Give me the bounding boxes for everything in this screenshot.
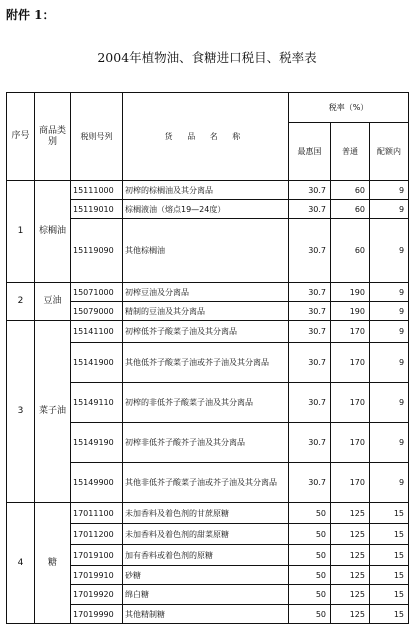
header-seq: 序号: [7, 93, 35, 181]
goods-name: 未加香料及着色剂的甜菜原糖: [123, 524, 289, 545]
header-code: 税则号列: [71, 93, 123, 181]
mfn-rate: 30.7: [289, 283, 331, 302]
tariff-code: 15141100: [71, 321, 123, 343]
tariff-code: 15149190: [71, 423, 123, 463]
quota-rate: 9: [370, 283, 409, 302]
header-category: 商品类别: [35, 93, 71, 181]
goods-name: 其他低芥子酸菜子油或芥子油及其分离品: [123, 343, 289, 383]
tariff-code: 15141900: [71, 343, 123, 383]
tariff-code: 15149110: [71, 383, 123, 423]
quota-rate: 15: [370, 566, 409, 585]
goods-name: 其他精制糖: [123, 605, 289, 624]
mfn-rate: 30.7: [289, 383, 331, 423]
goods-name: 未加香料及着色剂的甘蔗原糖: [123, 503, 289, 524]
mfn-rate: 50: [289, 503, 331, 524]
quota-rate: 9: [370, 343, 409, 383]
goods-name: 砂糖: [123, 566, 289, 585]
quota-rate: 15: [370, 605, 409, 624]
tariff-code: 17019910: [71, 566, 123, 585]
attachment-label: 附件 1：: [6, 8, 55, 22]
mfn-rate: 50: [289, 585, 331, 605]
general-rate: 60: [331, 181, 370, 200]
general-rate: 125: [331, 566, 370, 585]
quota-rate: 9: [370, 219, 409, 283]
tariff-code: 17011200: [71, 524, 123, 545]
general-rate: 170: [331, 423, 370, 463]
general-rate: 125: [331, 605, 370, 624]
table-row: [7, 503, 409, 524]
row-category: 棕榈油: [35, 181, 71, 283]
quota-rate: 9: [370, 463, 409, 503]
tariff-code: 17019100: [71, 545, 123, 566]
header-goods: 货 品 名 称: [123, 93, 289, 181]
general-rate: 170: [331, 321, 370, 343]
goods-name: 棕榈液油（熔点19—24度）: [123, 200, 289, 219]
table-row: [7, 321, 409, 343]
general-rate: 125: [331, 545, 370, 566]
mfn-rate: 30.7: [289, 302, 331, 321]
mfn-rate: 30.7: [289, 181, 331, 200]
goods-name: 其他非低芥子酸菜子油或芥子油及其分离品: [123, 463, 289, 503]
tariff-code: 15071000: [71, 283, 123, 302]
goods-name: 初榨非低芥子酸芥子油及其分离品: [123, 423, 289, 463]
goods-name: 初榨豆油及分离品: [123, 283, 289, 302]
row-category: 糖: [35, 503, 71, 624]
tariff-code: 15079000: [71, 302, 123, 321]
tariff-code: 15149900: [71, 463, 123, 503]
row-seq: 1: [7, 181, 35, 283]
quota-rate: 9: [370, 302, 409, 321]
tariff-code: 15119010: [71, 200, 123, 219]
goods-name: 加有香料或着色剂的原糖: [123, 545, 289, 566]
mfn-rate: 50: [289, 566, 331, 585]
general-rate: 60: [331, 219, 370, 283]
goods-name: 其他棕榈油: [123, 219, 289, 283]
header-row: [7, 93, 409, 123]
general-rate: 170: [331, 343, 370, 383]
mfn-rate: 30.7: [289, 463, 331, 503]
general-rate: 170: [331, 383, 370, 423]
mfn-rate: 50: [289, 524, 331, 545]
row-seq: 3: [7, 321, 35, 503]
header-rate: 税率（%）: [289, 93, 409, 123]
row-category: 菜子油: [35, 321, 71, 503]
quota-rate: 9: [370, 423, 409, 463]
tariff-code: 15119090: [71, 219, 123, 283]
quota-rate: 9: [370, 200, 409, 219]
quota-rate: 15: [370, 585, 409, 605]
row-category: 豆油: [35, 283, 71, 321]
general-rate: 190: [331, 283, 370, 302]
general-rate: 60: [331, 200, 370, 219]
general-rate: 125: [331, 524, 370, 545]
tariff-code: 17019920: [71, 585, 123, 605]
mfn-rate: 50: [289, 605, 331, 624]
goods-name: 初榨低芥子酸菜子油及其分离品: [123, 321, 289, 343]
quota-rate: 9: [370, 181, 409, 200]
mfn-rate: 30.7: [289, 343, 331, 383]
quota-rate: 15: [370, 524, 409, 545]
tariff-code: 15111000: [71, 181, 123, 200]
general-rate: 125: [331, 585, 370, 605]
header-general: 普通: [331, 123, 370, 181]
quota-rate: 15: [370, 503, 409, 524]
general-rate: 190: [331, 302, 370, 321]
goods-name: 初榨的非低芥子酸菜子油及其分离品: [123, 383, 289, 423]
quota-rate: 9: [370, 383, 409, 423]
row-seq: 2: [7, 283, 35, 321]
tariff-code: 17011100: [71, 503, 123, 524]
mfn-rate: 30.7: [289, 219, 331, 283]
goods-name: 初榨的棕榈油及其分离品: [123, 181, 289, 200]
header-quota: 配额内: [370, 123, 409, 181]
mfn-rate: 30.7: [289, 321, 331, 343]
mfn-rate: 30.7: [289, 423, 331, 463]
header-mfn: 最惠国: [289, 123, 331, 181]
quota-rate: 15: [370, 545, 409, 566]
mfn-rate: 30.7: [289, 200, 331, 219]
goods-name: 精制的豆油及其分离品: [123, 302, 289, 321]
table-row: [7, 181, 409, 200]
table-row: [7, 283, 409, 302]
tariff-table: [6, 92, 409, 624]
goods-name: 绵白糖: [123, 585, 289, 605]
general-rate: 125: [331, 503, 370, 524]
quota-rate: 9: [370, 321, 409, 343]
tariff-code: 17019990: [71, 605, 123, 624]
document-title: 2004年植物油、食糖进口税目、税率表: [97, 50, 317, 65]
mfn-rate: 50: [289, 545, 331, 566]
general-rate: 170: [331, 463, 370, 503]
row-seq: 4: [7, 503, 35, 624]
